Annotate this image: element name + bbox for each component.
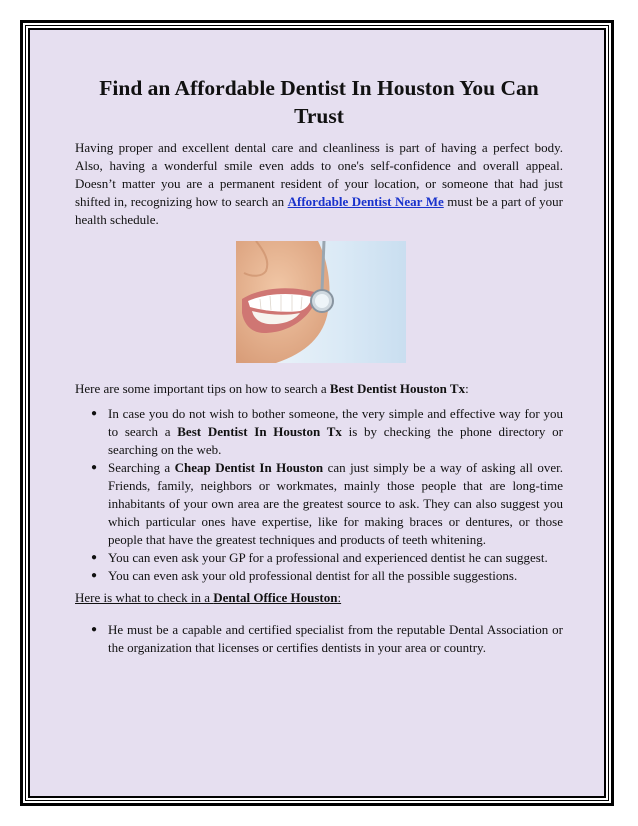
list-item-text: can just simply be a way of asking all over. Friends, family, neighbors or workmates, mainly those people that are long-time inhabitants of your own area are the greatest source to ask. They can also suggest you which particular ones have expertise, like for making braces or dentures, or those people that have the greatest techniques and products of teeth whitening. (108, 460, 563, 547)
intro-text-before: Having proper and excellent dental care and cleanliness is part of having a perfect body. Also, having a wonderful smile even adds to one's self-confidence and overall appeal. Doesn’t matter you are a permanent resident of your location, or someone that had just shifted in, recognizing how to search an (75, 140, 563, 209)
bullet-icon: ● (91, 570, 98, 581)
list-item-text: You can even ask your old professional dentist for all the possible suggestions. (108, 568, 518, 583)
check-intro-text: Here is what to check in a (75, 590, 214, 605)
tips-intro-keyword: Best Dentist Houston Tx (329, 381, 466, 396)
bullet-icon: ● (91, 408, 98, 419)
dental-smile-image (236, 241, 406, 363)
list-item-keyword: Best Dentist In Houston Tx (177, 424, 342, 439)
intro-paragraph (75, 139, 563, 229)
list-item-keyword: Cheap Dentist In Houston (174, 460, 324, 475)
tips-intro-text: Here are some important tips on how to search a (75, 381, 330, 396)
list-item-text: You can even ask your GP for a professional and experienced dentist he can suggest. (108, 550, 548, 565)
list-item-text: Searching a (108, 460, 175, 475)
check-intro-keyword: Dental Office Houston (213, 590, 338, 605)
bullet-icon: ● (91, 552, 98, 563)
list-item (75, 567, 563, 585)
list-item (75, 549, 563, 567)
intro-text-after: must be a part of your health schedule. (75, 194, 563, 227)
tips-intro (75, 380, 563, 398)
page-title: Find an Affordable Dentist In Houston You Can Trust (99, 76, 539, 128)
tips-list (75, 405, 563, 585)
list-item-text: In case you do not wish to bother someone, the very simple and effective way for you to search a (108, 406, 563, 439)
list-item (75, 621, 563, 657)
check-intro-colon: : (337, 590, 342, 605)
check-intro (75, 589, 563, 607)
bullet-icon: ● (91, 462, 98, 473)
document-content (75, 74, 563, 657)
list-item-text: He must be a capable and certified specialist from the reputable Dental Association or the organization that licenses or certifies dentists in your area or country. (108, 622, 563, 655)
list-item (75, 459, 563, 549)
smiling-woman-icon (236, 241, 406, 363)
list-item-text: is by checking the phone directory or searching on the web. (108, 424, 563, 457)
list-item (75, 405, 563, 459)
affordable-dentist-link[interactable]: Affordable Dentist Near Me (287, 194, 444, 209)
tips-intro-colon: : (465, 381, 469, 396)
bullet-icon: ● (91, 624, 98, 635)
check-list (75, 621, 563, 657)
